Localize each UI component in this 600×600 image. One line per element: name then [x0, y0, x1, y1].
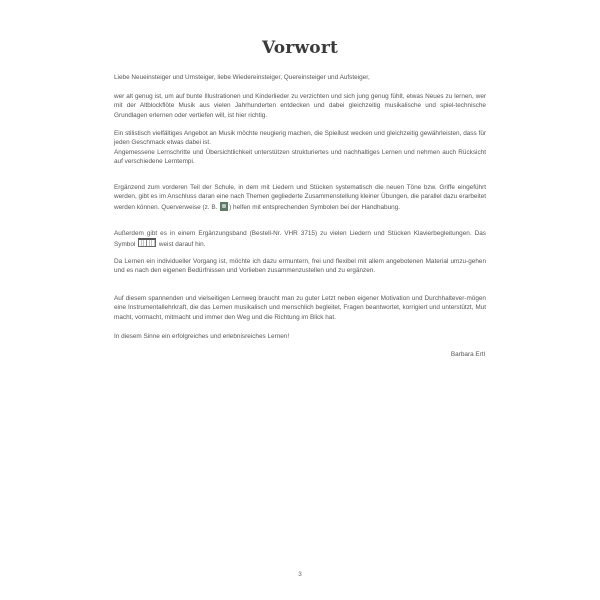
paragraph-audience [114, 92, 486, 120]
author-signature: Barbara Ertl [450, 351, 485, 358]
paragraph-structure [114, 183, 486, 212]
page-number: 3 [298, 571, 302, 578]
paragraph-closing [114, 332, 486, 341]
paragraph-supplement [114, 229, 486, 250]
paragraph-individual [114, 257, 486, 276]
paragraph-text: Liebe Neueinsteiger und Umsteiger, liebe Wiedereinsteiger, Quereinsteiger und Aufsteiger, [114, 74, 370, 81]
paragraph-text [114, 183, 486, 212]
paragraph-greeting [114, 73, 486, 82]
paragraph-text: In diesem Sinne ein erfolgreiches und erlebnisreiches Lernen! [114, 333, 290, 340]
paragraph-text: Da Lernen ein individueller Vorgang ist, möchte ich dazu ermuntern, frei und flexibel mit allem angebotenen Material umzu-gehen und es nach den eigenen Bedürfnissen und Vorlieben zusammenzustellen und zu ergänzen. [114, 258, 486, 275]
paragraph-teacher [114, 294, 486, 322]
paragraph-text: Angemessene Lernschritte und Übersichtlichkeit unterstützen strukturiertes und nachhaltiges Lernen und nehmen auch Rücksicht auf verschiedene Lerntempi. [114, 148, 486, 166]
paragraph-text-part: Ergänzend zum vorderen Teil der Schule, in dem mit Liedern und Stücken systematisch die neuen Töne bzw. Griffe eingeführt werden, gibt es im Anschluss daran eine nach Themen gegliederte Zusammenstellung kleiner Übungen, die parallel dazu erarbeitet werden können. Querverweise (z. B. [114, 184, 486, 211]
paragraph-text-part: Außerdem gibt es in einem Ergänzungsband (Bestell-Nr. VHR 3715) zu vielen Liedern und Stücken Klavierbegleitungen. Das Symbol [114, 230, 486, 249]
cross-reference-icon [220, 202, 228, 211]
paragraph-text: wer alt genug ist, um auf bunte Illustrationen und Kinderlieder zu verzichten und sich jung genug fühlt, etwas Neues zu lernen, wer mit der Altblockflöte Musik aus vielen Jahrhunderten entdecken und dabei gleichzeitig musikalische und spiel-technische Grundlagen erlernen oder vertiefen will, ist hier richtig. [114, 93, 486, 119]
page-title: Vorwort [261, 38, 339, 58]
paragraph-text-part: weist darauf hin. [158, 241, 206, 249]
paragraph-offer [114, 129, 486, 167]
piano-keyboard-icon [138, 238, 156, 247]
paragraph-text [114, 229, 486, 250]
paragraph-text: Auf diesem spannenden und vielseitigen Lernweg braucht man zu guter Letzt neben eigener Motivation und Durchhaltever-mögen eine Instrumentallehrkraft, die das Lernen musikalisch und menschlich begleitet, Fragen beantwortet, korrigiert und unterstützt, Mut macht, vormacht, mitmacht und immer den Weg und die Richtung im Blick hat. [114, 295, 486, 321]
paragraph-text: Ein stilistisch vielfältiges Angebot an Musik möchte neugierig machen, die Spiellust wecken und gleichzeitig gewährleisten, dass für jeden Geschmack etwas dabei ist. [114, 130, 486, 147]
paragraph-text-part: ) helfen mit entsprechenden Symbolen bei der Handhabung. [229, 203, 401, 211]
